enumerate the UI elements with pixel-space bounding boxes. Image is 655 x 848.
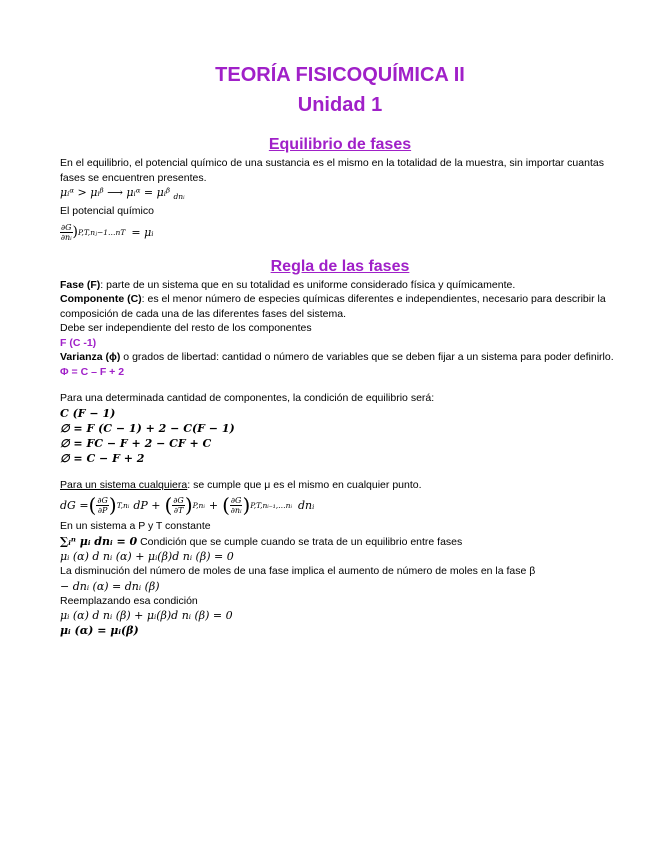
fase-term: Fase (F)	[60, 278, 101, 291]
equation-step-2: ∅ = F (C − 1) + 2 − C(F − 1)	[60, 421, 235, 435]
fraction-subscript: P,T,nⱼ−1…nT	[78, 227, 126, 237]
equilibrio-intro: En el equilibrio, el potencial químico de una sustancia es el mismo en la totalidad de la muestra, sin importar cuantas fases se encuentren presentes.	[60, 157, 604, 184]
dG-term1-fraction	[96, 496, 109, 515]
equation-replaced: μᵢ (α) d nᵢ (β) + μᵢ(β)d nᵢ (β) = 0	[60, 609, 233, 622]
document-page	[60, 60, 620, 638]
replace-note: Reemplazando esa condición	[60, 594, 198, 607]
varianza-formula: Φ = C – F + 2	[60, 365, 125, 378]
dG-term1-num: ∂G	[97, 496, 108, 505]
dG-term3-den: ∂nᵢ	[230, 506, 242, 515]
componente-definition	[60, 292, 620, 321]
equation-step-1: C (F − 1)	[60, 406, 116, 420]
componente-term: Componente (C)	[60, 293, 142, 305]
section-heading-equilibrio: Equilibrio de fases	[268, 136, 412, 153]
dG-lhs: dG =	[60, 499, 89, 512]
partial-fraction	[60, 223, 73, 242]
potential-label: El potencial químico	[60, 205, 154, 217]
equation-moles: − dnᵢ (α) = dnᵢ (β)	[60, 579, 160, 593]
unit-title: Unidad 1	[297, 94, 383, 116]
componente-def: : es el menor número de especies químicas diferentes e independientes, necesario para describir la composición de cada una de las diferentes fases del sistema.	[60, 293, 606, 320]
equation-final: μᵢ (α) = μᵢ(β)	[60, 624, 139, 637]
equation-chemical-potential: $\frac{\partial G}{\text{∂nᵢ}}$ ) P,T,nⱼ−1…nT = μᵢ	[60, 222, 154, 242]
pt-constant-note: En un sistema a P y T constante	[60, 520, 211, 532]
any-system-rest: : se cumple que μ es el mismo en cualquier punto.	[187, 478, 422, 491]
section-heading-regla: Regla de las fases	[270, 257, 410, 275]
any-system-underlined: Para un sistema cualquiera	[60, 478, 188, 491]
fraction-denominator: ∂nᵢ	[60, 232, 72, 242]
equation-dG: dG = ( $\frac{\partial G}{\partial P}$ ) T,nᵢ dP + ( $\frac{\partial G}{\partial T}$ ) P,nᵢ + ( $\frac{\partial G}{\text{∂nᵢ}}$ ) P,T,nᵢ₋₁,…nᵢ dnᵢ	[60, 493, 315, 517]
sum-equation: ∑ᵢⁿ μᵢ dnᵢ = 0	[60, 534, 138, 548]
equation-rhs: = μᵢ	[131, 225, 154, 239]
fase-definition	[60, 278, 620, 293]
condition-intro: Para una determinada cantidad de componentes, la condición de equilibrio será:	[60, 392, 435, 404]
dG-term2-num: ∂G	[173, 496, 184, 505]
dG-term3-sub: P,T,nᵢ₋₁,…nᵢ	[250, 501, 292, 510]
dG-term3-fraction	[230, 496, 243, 515]
sum-condition	[60, 534, 620, 550]
independence-note: Debe ser independiente del resto de los componentes	[60, 322, 312, 334]
document-title: TEORÍA FISICOQUÍMICA II	[215, 64, 465, 86]
equation-mu-text: μᵢᵅ > μᵢᵝ ⟶ μᵢᵅ = μᵢᵝ	[60, 186, 170, 199]
dG-term2-den: ∂T	[173, 506, 184, 515]
dG-term1-den: ∂P	[97, 506, 108, 515]
varianza-term: Varianza (ɸ)	[60, 351, 121, 363]
varianza-def: o grados de libertad: cantidad o número de variables que se deben fijar a un sistema para poder definirlo.	[120, 351, 614, 363]
fraction-numerator: ∂G	[61, 222, 72, 232]
any-system-statement	[60, 478, 620, 493]
dG-term2-d: +	[208, 499, 219, 512]
dG-term2-fraction	[172, 496, 185, 515]
equation-step-3: ∅ = FC − F + 2 − CF + C	[60, 436, 212, 450]
dG-term3-num: ∂G	[230, 496, 242, 505]
sum-text: Condición que se cumple cuando se trata de un equilibrio entre fases	[137, 535, 463, 548]
equation-alpha-beta: μᵢ (α) d nᵢ (α) + μᵢ(β)d nᵢ (β) = 0	[60, 550, 234, 563]
dG-term1-d: dP +	[133, 499, 161, 512]
varianza-definition	[60, 350, 620, 379]
fc-formula: F (C -1)	[60, 336, 97, 349]
decrease-note: La disminución del número de moles de una fase implica el aumento de número de moles en la fase β	[60, 565, 536, 577]
arrow-label: dnᵢ	[173, 192, 185, 201]
fase-def: : parte de un sistema que en su totalidad es uniforme considerado física y químicamente.	[100, 278, 516, 291]
equation-step-4: ∅ = C − F + 2	[60, 451, 145, 465]
dG-term2-sub: P,nᵢ	[192, 501, 205, 510]
dG-term1-sub: T,nᵢ	[116, 501, 130, 510]
dG-term3-d: dnᵢ	[298, 499, 315, 512]
equation-mu-equality	[60, 185, 620, 204]
